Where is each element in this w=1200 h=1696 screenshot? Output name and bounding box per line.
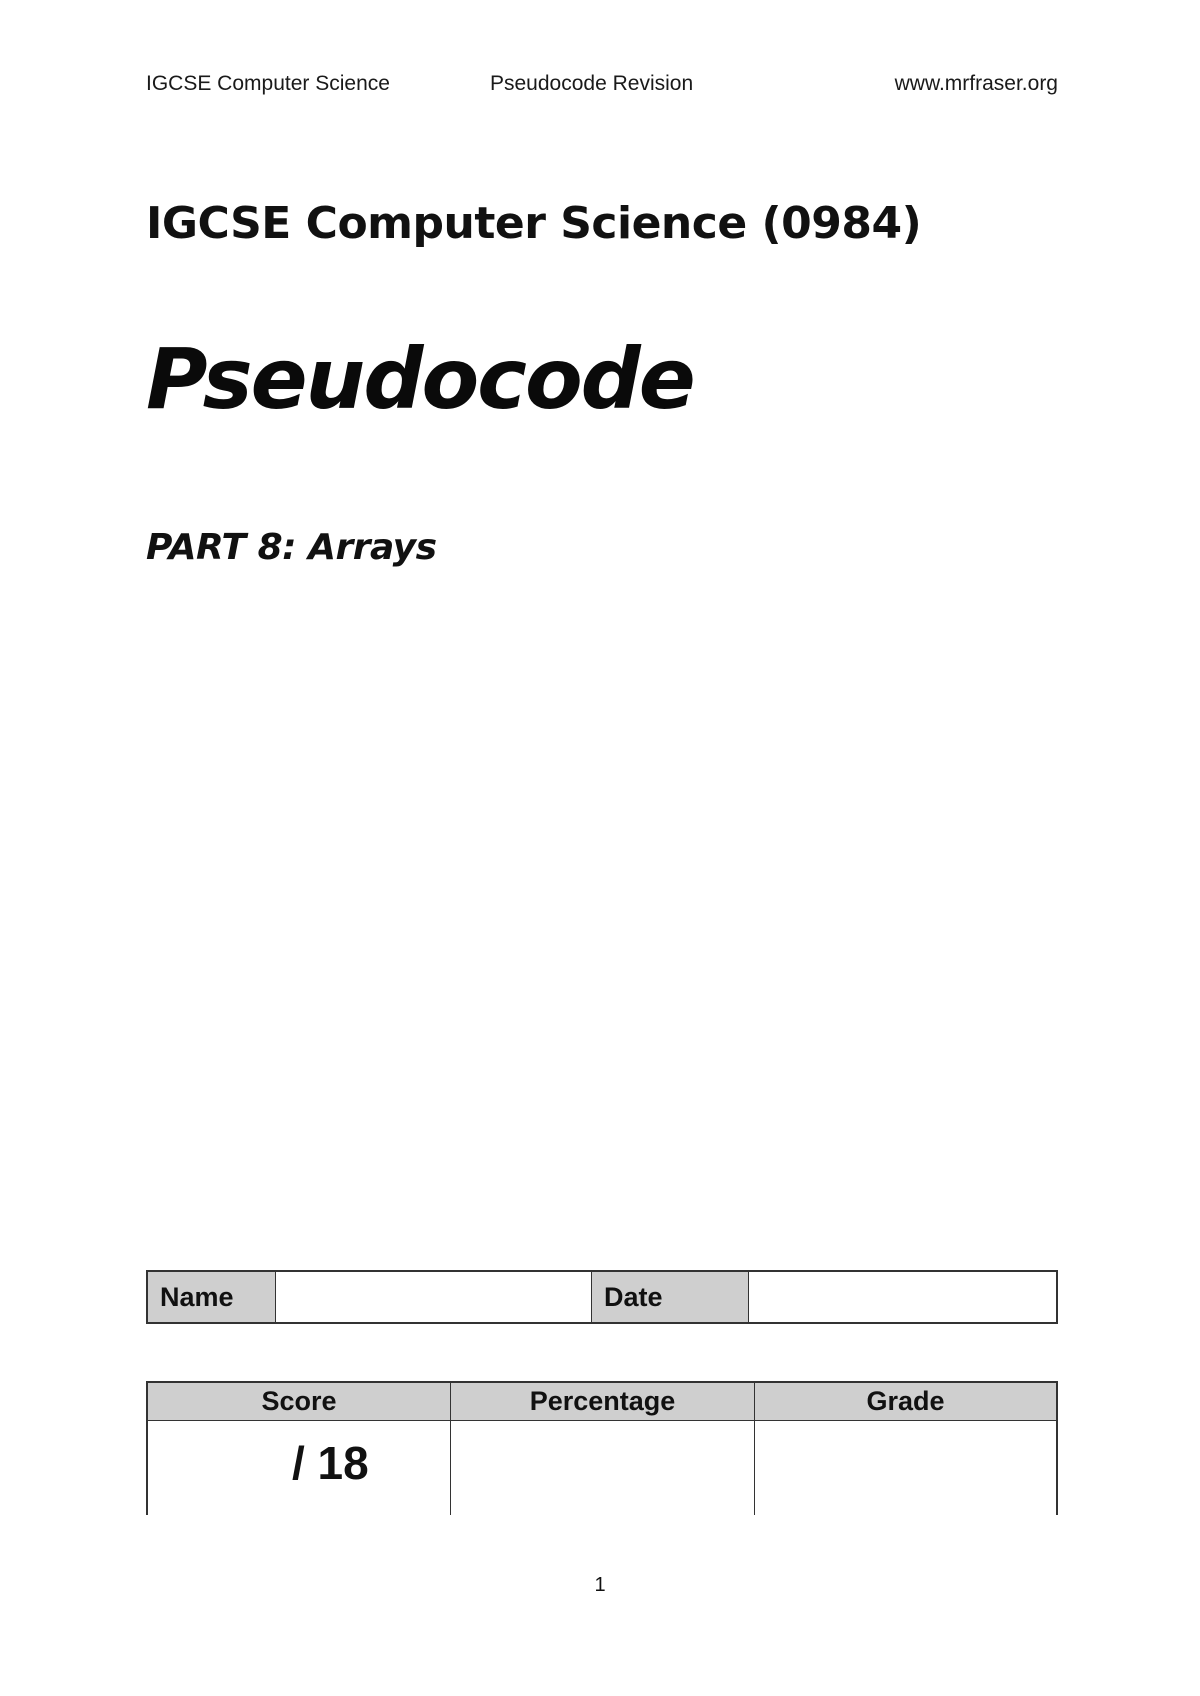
percentage-header: Percentage: [450, 1381, 754, 1421]
main-title: Pseudocode: [146, 330, 694, 428]
part-title: PART 8: Arrays: [146, 527, 437, 568]
name-field[interactable]: [276, 1272, 592, 1322]
score-cell[interactable]: [146, 1421, 450, 1515]
score-value: / 18: [292, 1437, 369, 1489]
date-field[interactable]: [749, 1272, 1056, 1322]
name-date-table: [146, 1270, 1058, 1324]
grade-cell[interactable]: [754, 1421, 1058, 1515]
page-number: 1: [594, 1574, 606, 1596]
grade-header: Grade: [754, 1381, 1058, 1421]
name-label: Name: [148, 1272, 276, 1322]
course-title: IGCSE Computer Science (0984): [146, 198, 922, 249]
header-website: www.mrfraser.org: [894, 72, 1058, 95]
score-table: [146, 1381, 1058, 1515]
date-label: Date: [592, 1272, 749, 1322]
score-header: Score: [146, 1381, 450, 1421]
page-header: [146, 72, 1058, 102]
header-course: IGCSE Computer Science: [146, 72, 390, 95]
percentage-cell[interactable]: [450, 1421, 754, 1515]
header-topic: Pseudocode Revision: [490, 72, 694, 95]
